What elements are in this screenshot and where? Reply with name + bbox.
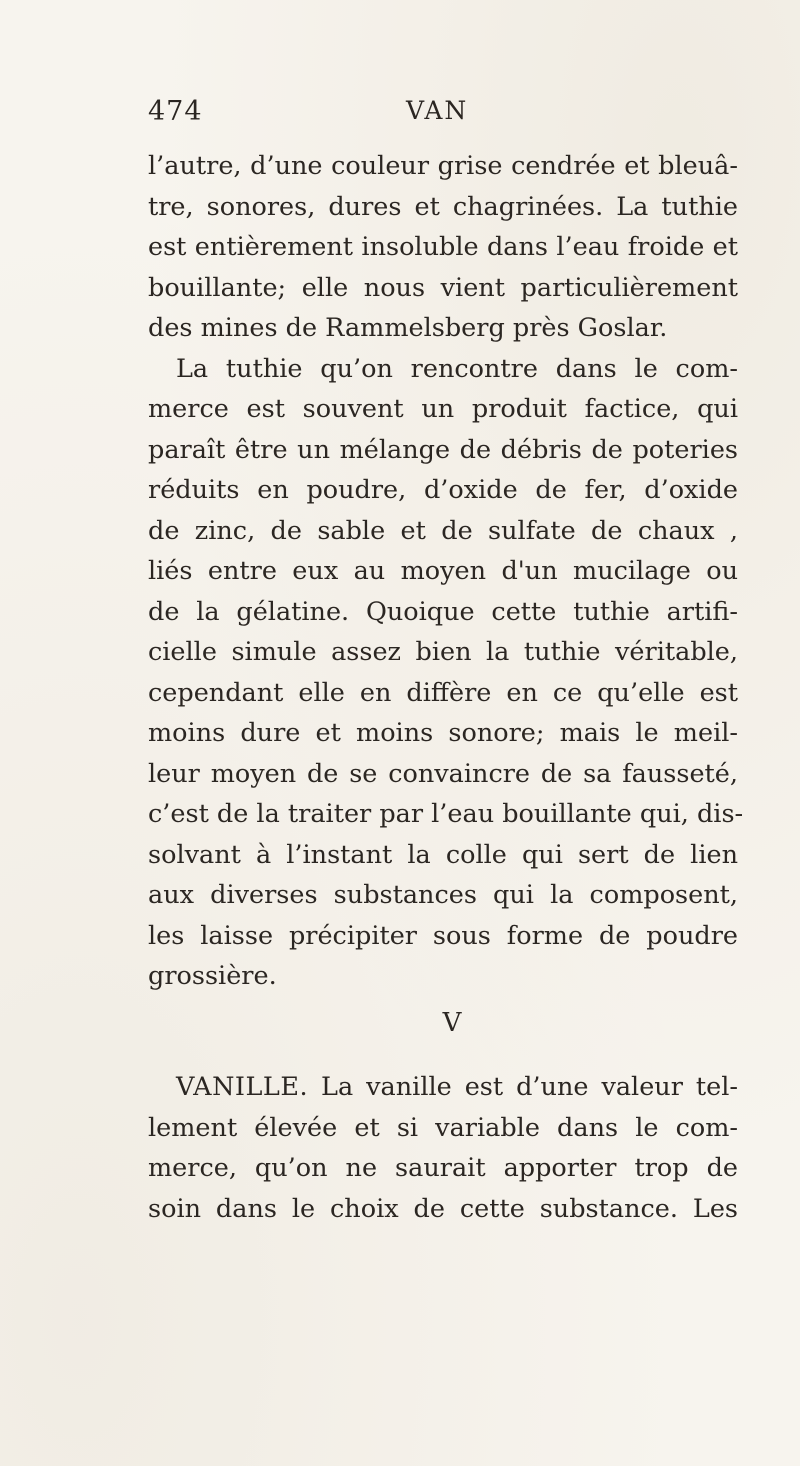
- text-line: l’autre, d’une couleur grise cendrée et bleuâ-: [148, 151, 738, 181]
- text-line: de la gélatine. Quoique cette tuthie artifi-: [148, 596, 738, 627]
- text-line: bouillante; elle nous vient particulièrement: [148, 272, 738, 303]
- text-line: merce, qu’on ne saurait apporter trop de: [148, 1153, 738, 1183]
- text-line: les laisse précipiter sous forme de poudre: [148, 920, 738, 951]
- text-line: cependant elle en diffère en ce qu’elle est: [148, 677, 738, 708]
- text-line: solvant à l’instant la colle qui sert de lien: [148, 839, 738, 870]
- text-line: lement élevée et si variable dans le com-: [148, 1112, 738, 1143]
- text-line: des mines de Rammelsberg près Goslar.: [148, 313, 668, 343]
- text-line: de zinc, de sable et de sulfate de chaux ,: [148, 515, 738, 546]
- entry-first-line-text: La vanille est d’une valeur tel-: [308, 1072, 738, 1102]
- text-line: La tuthie qu’on rencontre dans le com-: [176, 353, 738, 384]
- entry-headword: VANILLE.: [176, 1072, 309, 1102]
- paragraph-tuthie: [148, 349, 744, 997]
- text-line: tre, sonores, dures et chagrinées. La tuthie: [148, 191, 738, 222]
- text-line: est entièrement insoluble dans l’eau froide et: [148, 232, 738, 262]
- text-line: moins dure et moins sonore; mais le meil-: [148, 718, 738, 748]
- text-line: leur moyen de se convaincre de sa fausseté,: [148, 758, 738, 789]
- entry-vanille: [148, 1067, 738, 1229]
- page-header: [148, 96, 708, 136]
- section-letter: V: [442, 1007, 462, 1038]
- text-line: grossière.: [148, 961, 277, 991]
- running-head: VAN: [406, 96, 469, 125]
- text-line: liés entre eux au moyen d'un mucilage ou: [148, 556, 738, 586]
- text-line: aux diverses substances qui la composent,: [148, 880, 738, 910]
- text-line: c’est de la traiter par l’eau bouillante qui, dis-: [148, 799, 744, 829]
- text-line: merce est souvent un produit factice, qui: [148, 394, 738, 424]
- text-line: cielle simule assez bien la tuthie véritable,: [148, 637, 738, 667]
- text-line: paraît être un mélange de débris de poteries: [148, 434, 738, 465]
- paragraph-continuation: [148, 146, 738, 349]
- text-line: soin dans le choix de cette substance. Les: [148, 1193, 738, 1224]
- page-number: 474: [148, 96, 203, 127]
- entry-first-line: [148, 1067, 738, 1108]
- text-line: réduits en poudre, d’oxide de fer, d’oxide: [148, 475, 738, 505]
- body-text: [148, 146, 744, 1229]
